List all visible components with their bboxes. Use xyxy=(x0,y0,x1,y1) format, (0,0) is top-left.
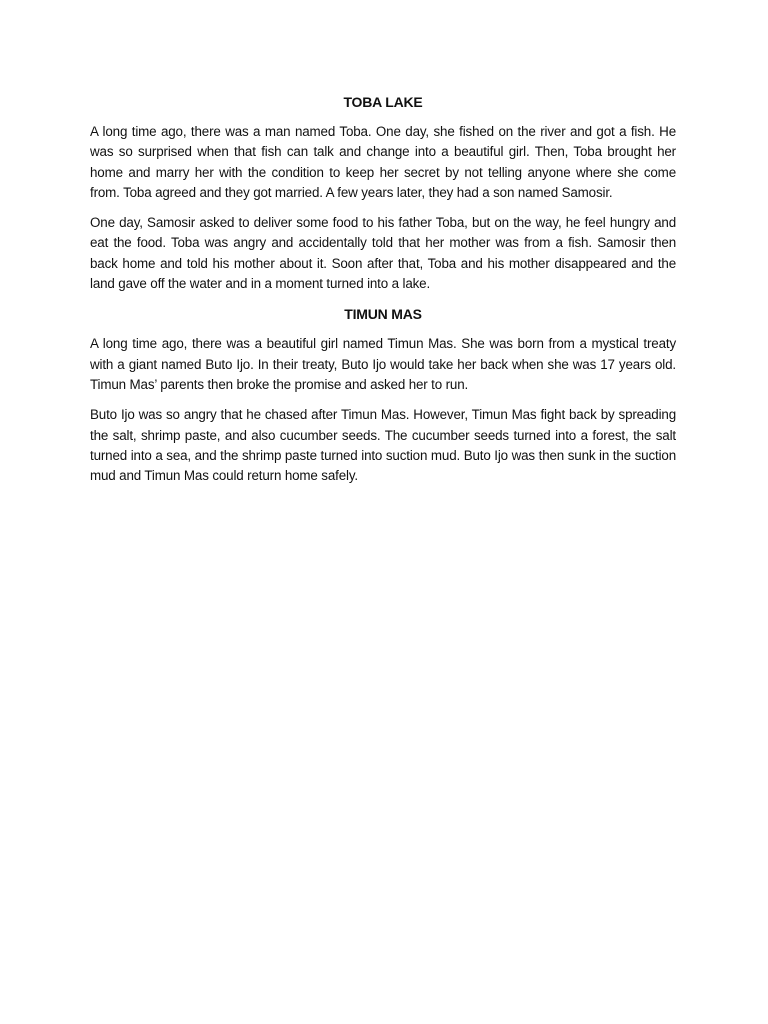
story-paragraph: A long time ago, there was a man named Toba. One day, she fished on the river and got a fish. He was so surprised when that fish can talk and change into a beautiful girl. Then, Toba brought her home and marry her with the condition to keep her secret by not telling anyone where she come from. Toba agreed and they got married. A few years later, they had a son named Samosir. xyxy=(90,124,676,200)
story-paragraph: One day, Samosir asked to deliver some food to his father Toba, but on the way, he feel hungry and eat the food. Toba was angry and accidentally told that her mother was from a fish. Samosir then back home and told his mother about it. Soon after that, Toba and his mother disappeared and the land gave off the water and in a moment turned into a lake. xyxy=(90,215,676,292)
document-page xyxy=(90,92,676,496)
story-title: TIMUN MAS xyxy=(344,306,422,323)
story-paragraph: A long time ago, there was a beautiful girl named Timun Mas. She was born from a mystical treaty with a giant named Buto Ijo. In their treaty, Buto Ijo would take her back when she was 17 years old. Timun Mas’ parents then broke the promise and asked her to run. xyxy=(90,336,676,392)
story-timun-mas xyxy=(90,304,676,486)
story-paragraph: Buto Ijo was so angry that he chased after Timun Mas. However, Timun Mas fight back by spreading the salt, shrimp paste, and also cucumber seeds. The cucumber seeds turned into a forest, the salt turned into a sea, and the shrimp paste turned into suction mud. Buto Ijo was then sunk in the suction mud and Timun Mas could return home safely. xyxy=(90,407,676,484)
story-toba-lake xyxy=(90,92,676,294)
story-title: TOBA LAKE xyxy=(343,94,423,110)
